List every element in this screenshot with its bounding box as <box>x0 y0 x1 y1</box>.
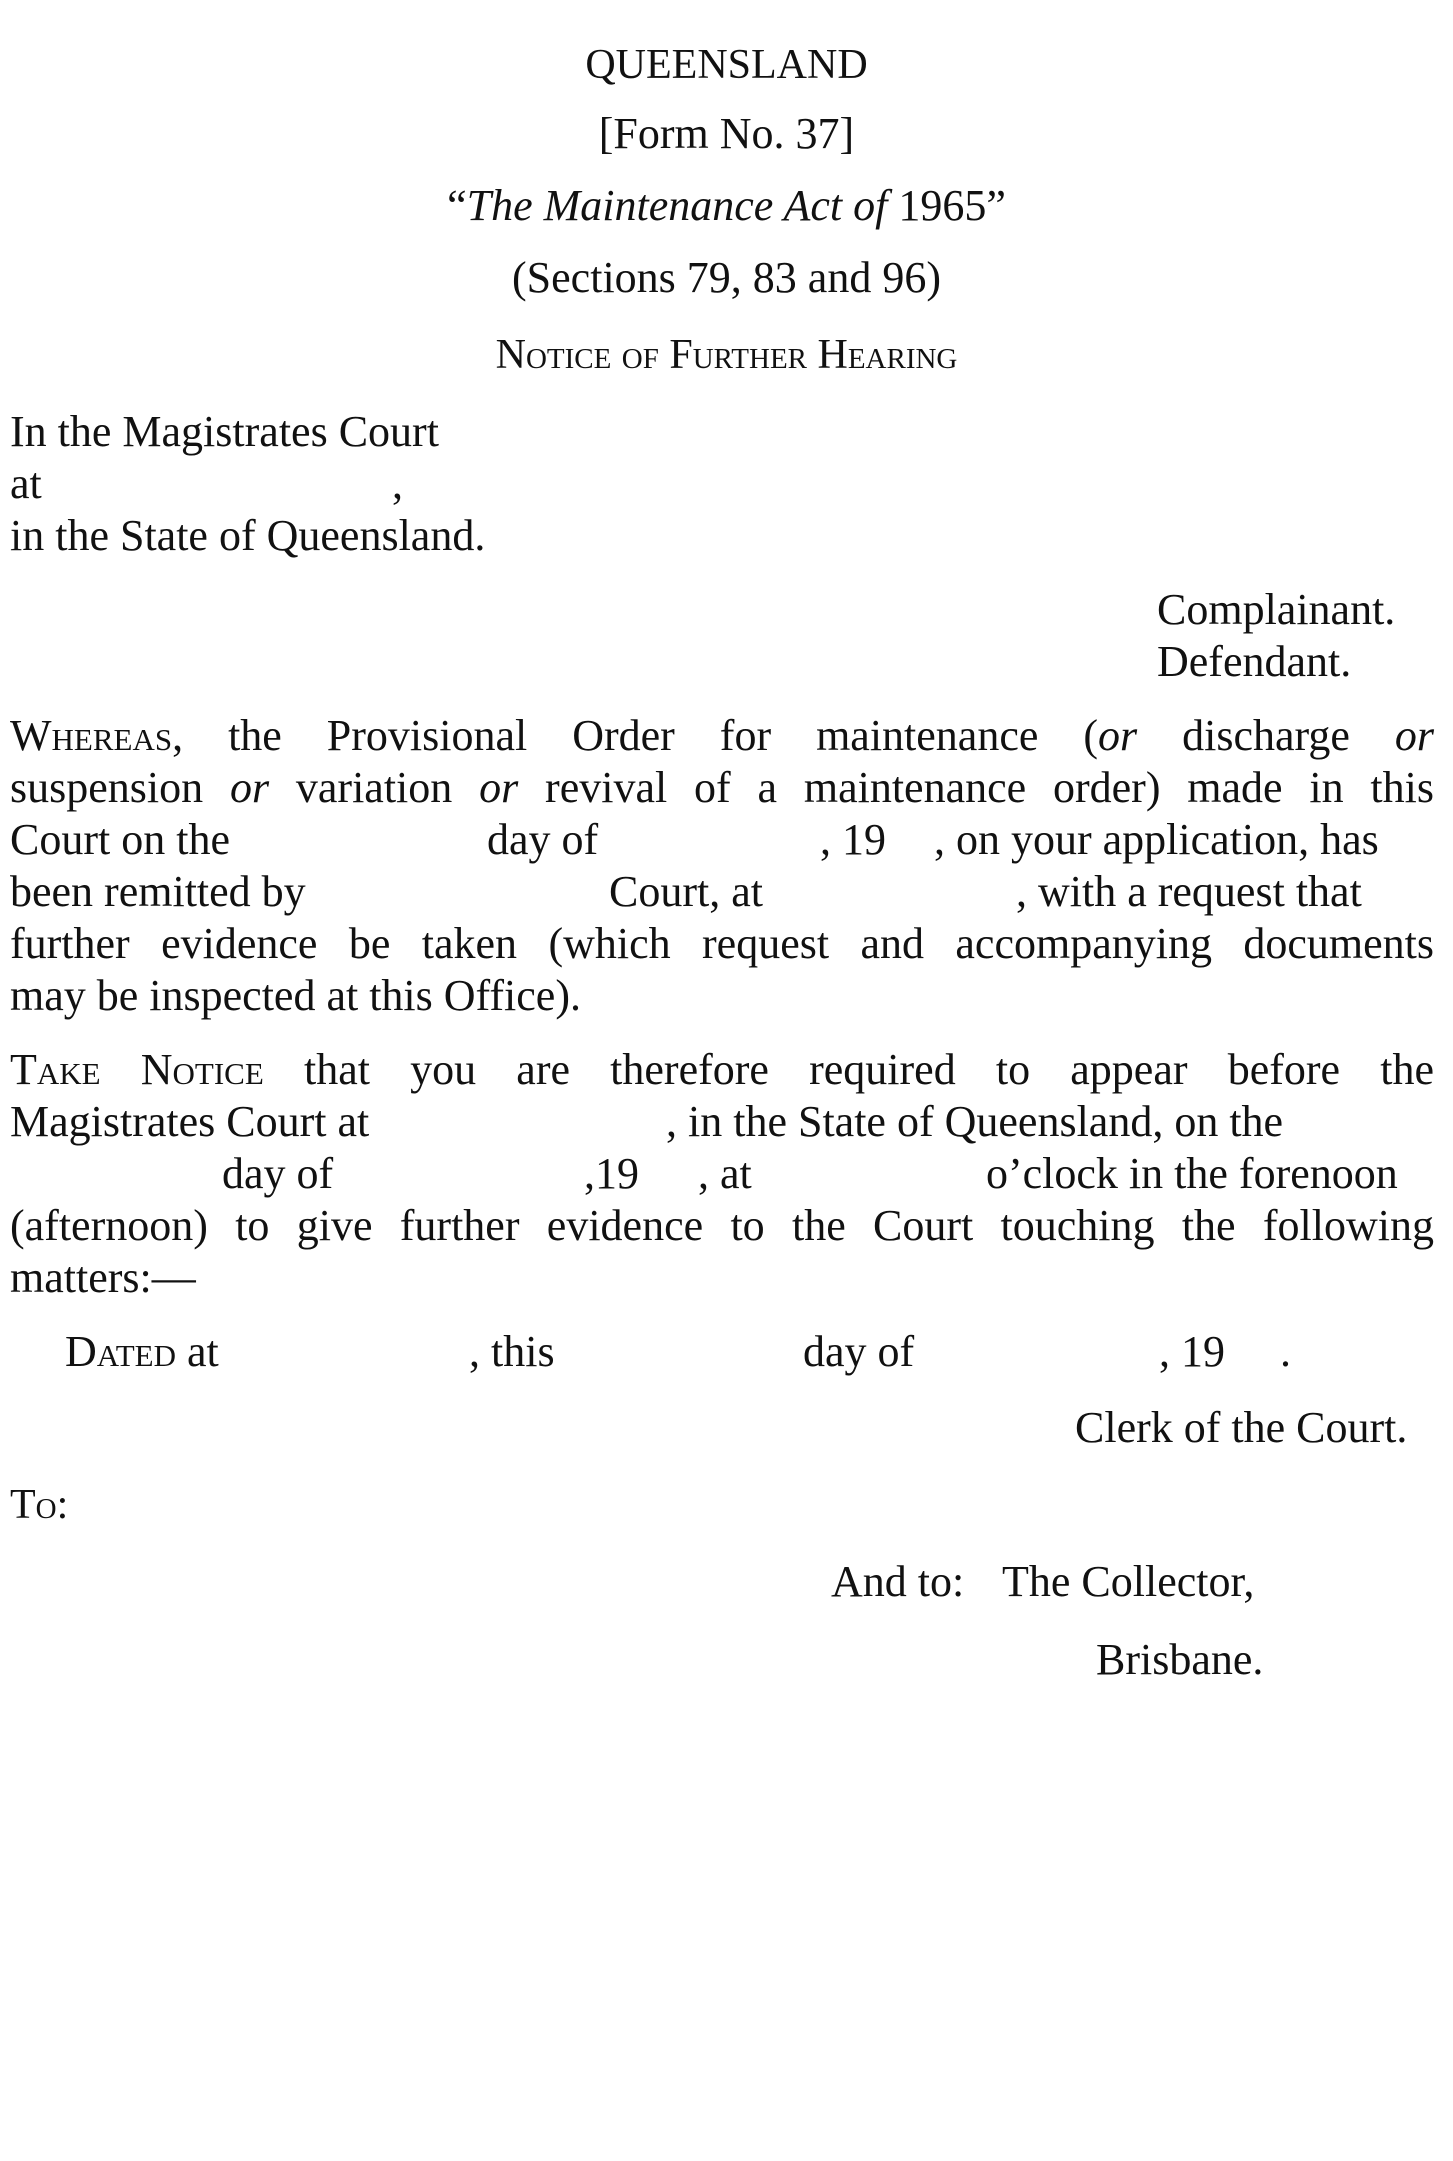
dated-word: Dated <box>65 1327 176 1376</box>
act-title <box>0 181 1453 230</box>
and-to-label: And to: <box>831 1557 965 1606</box>
whereas-line-2 <box>10 763 1435 812</box>
whereas-line-3-a: Court on the <box>10 815 230 864</box>
take-notice-line-3-d: o’clock in the forenoon <box>986 1149 1398 1198</box>
defendant-label: Defendant. <box>1157 637 1352 686</box>
take-notice-word: Take Notice <box>10 1045 264 1094</box>
take-notice-line-4: (afternoon) to give further evidence to the Court touching the following <box>10 1201 1434 1250</box>
dated-year: , 19 <box>1159 1327 1225 1376</box>
take-notice-line-3-c: , at <box>698 1149 752 1198</box>
court-line-2-comma: , <box>392 459 403 508</box>
sections-reference: (Sections 79, 83 and 96) <box>512 253 941 302</box>
whereas-line-3-b: day of <box>487 815 599 864</box>
whereas-text: suspension <box>10 763 230 812</box>
or-italic: or <box>229 763 270 812</box>
act-name: The Maintenance Act of <box>466 181 888 230</box>
whereas-line-4-b: Court, at <box>609 867 763 916</box>
whereas-line-3-d: , on your application, has <box>934 815 1379 864</box>
or-italic: or <box>1098 711 1138 760</box>
state-heading: QUEENSLAND <box>585 42 868 88</box>
whereas-line-3-c: , 19 <box>820 815 886 864</box>
dated-day-of: day of <box>803 1327 915 1376</box>
whereas-word: Whereas <box>10 711 173 760</box>
take-notice-line-3-a: day of <box>222 1149 334 1198</box>
take-notice-line-3-b: ,19 <box>584 1149 639 1198</box>
court-line-1: In the Magistrates Court <box>10 407 439 456</box>
whereas-text: , the Provisional Order for maintenance ( <box>172 711 1099 760</box>
form-number: [Form No. 37] <box>598 109 855 158</box>
dated-at-text: at <box>176 1327 219 1376</box>
act-year: 1965” <box>887 181 1006 230</box>
court-line-3: in the State of Queensland. <box>10 511 486 560</box>
take-notice-line-2-b: , in the State of Queensland, on the <box>666 1097 1284 1146</box>
court-line-2-at: at <box>10 459 42 508</box>
dated-at <box>65 1327 219 1376</box>
dated-this: , this <box>469 1327 555 1376</box>
to-label: To: <box>10 1482 69 1528</box>
clerk-of-court: Clerk of the Court. <box>1075 1403 1408 1452</box>
take-notice-text: that you are therefore required to appear before the <box>263 1045 1434 1094</box>
dated-period: . <box>1280 1327 1291 1376</box>
complainant-label: Complainant. <box>1157 585 1396 634</box>
or-italic: or <box>1394 711 1434 760</box>
collector-city: Brisbane. <box>1096 1635 1264 1684</box>
take-notice-line-5: matters:— <box>10 1253 196 1302</box>
whereas-line-6: may be inspected at this Office). <box>10 971 581 1020</box>
whereas-line-1 <box>10 711 1434 760</box>
whereas-line-5: further evidence be taken (which request and accompanying documents <box>10 919 1434 968</box>
whereas-line-4-c: , with a request that <box>1016 867 1362 916</box>
collector-name: The Collector, <box>1002 1557 1255 1606</box>
whereas-text: revival of a maintenance order) made in this <box>518 763 1435 812</box>
take-notice-line-2-a: Magistrates Court at <box>10 1097 370 1146</box>
take-notice-line-1 <box>10 1045 1434 1094</box>
notice-title: Notice of Further Hearing <box>495 332 958 378</box>
whereas-text: variation <box>269 763 480 812</box>
or-italic: or <box>479 763 519 812</box>
whereas-text: discharge <box>1137 711 1395 760</box>
act-open-quote: “ <box>447 181 467 230</box>
whereas-line-4-a: been remitted by <box>10 867 306 916</box>
